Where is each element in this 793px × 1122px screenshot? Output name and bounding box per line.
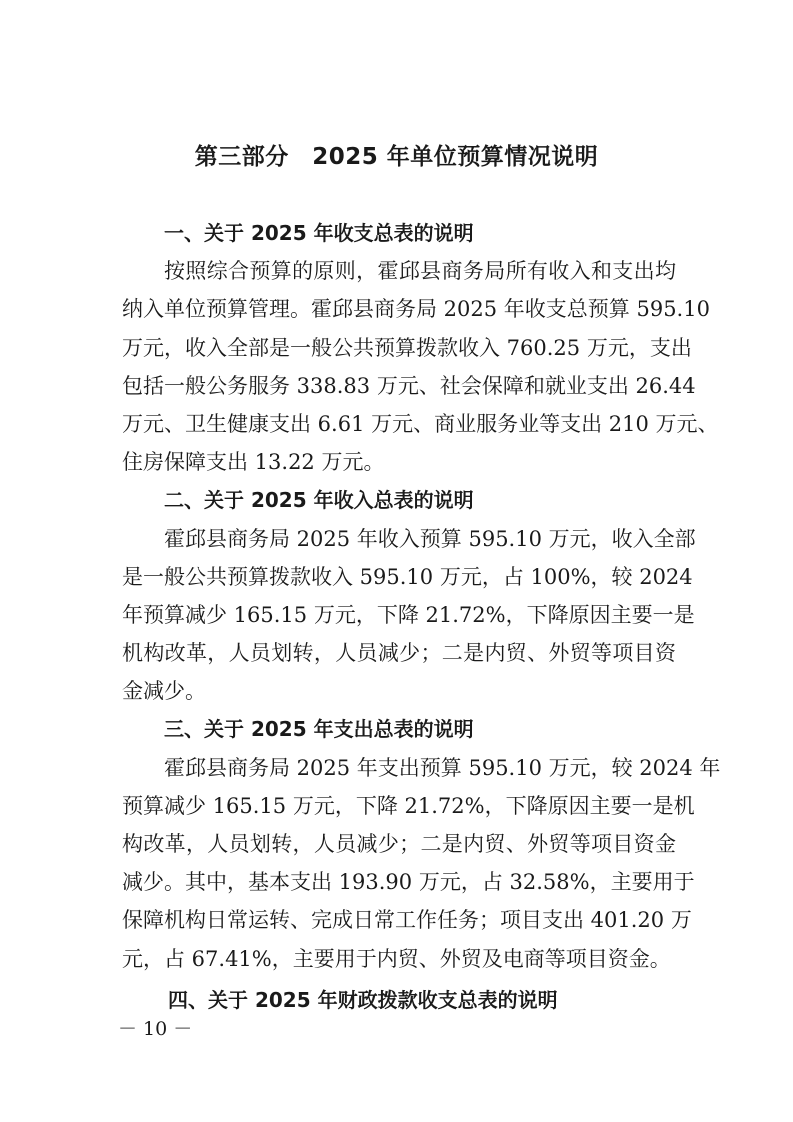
section-heading-2: 二、关于 2025 年收入总表的说明 <box>164 488 474 513</box>
paragraph-line: 纳入单位预算管理。霍邱县商务局 2025 年收支总预算 595.10 <box>122 297 710 322</box>
page-title: 第三部分 2025 年单位预算情况说明 <box>194 144 599 170</box>
section-heading-4: 四、关于 2025 年财政拨款收支总表的说明 <box>168 987 558 1012</box>
paragraph-line: 减少。其中，基本支出 193.90 万元，占 32.58%，主要用于 <box>122 870 695 895</box>
paragraph-line: 万元、卫生健康支出 6.61 万元、商业服务业等支出 210 万元、 <box>122 411 719 436</box>
paragraph-line: 保障机构日常运转、完成日常工作任务；项目支出 401.20 万 <box>122 908 692 933</box>
section-heading-1: 一、关于 2025 年收支总表的说明 <box>164 221 474 245</box>
paragraph-line: 机构改革，人员划转，人员减少；二是内贸、外贸等项目资 <box>122 641 676 666</box>
paragraph-line: 构改革，人员划转，人员减少；二是内贸、外贸等项目资金 <box>122 832 676 856</box>
paragraph-line: 是一般公共预算拨款收入 595.10 万元，占 100%，较 2024 <box>122 564 693 589</box>
paragraph-line: 年预算减少 165.15 万元，下降 21.72%，下降原因主要一是 <box>122 602 695 627</box>
paragraph-line: 万元，收入全部是一般公共预算拨款收入 760.25 万元，支出 <box>122 335 692 360</box>
paragraph-line: 住房保障支出 13.22 万元。 <box>122 450 385 475</box>
paragraph-line: 预算减少 165.15 万元，下降 21.72%，下降原因主要一是机 <box>122 793 695 818</box>
page-number: － 10 － <box>118 1018 193 1040</box>
section-heading-3: 三、关于 2025 年支出总表的说明 <box>164 717 474 742</box>
paragraph-line: 霍邱县商务局 2025 年收入预算 595.10 万元，收入全部 <box>164 526 696 551</box>
paragraph-line: 霍邱县商务局 2025 年支出预算 595.10 万元，较 2024 年 <box>164 755 721 780</box>
paragraph-line: 金减少。 <box>122 679 206 704</box>
paragraph-line: 包括一般公务服务 338.83 万元、社会保障和就业支出 26.44 <box>122 373 696 398</box>
paragraph-line: 元，占 67.41%，主要用于内贸、外贸及电商等项目资金。 <box>122 946 671 971</box>
paragraph-line: 按照综合预算的原则，霍邱县商务局所有收入和支出均 <box>164 259 676 284</box>
document-body <box>122 214 721 1019</box>
